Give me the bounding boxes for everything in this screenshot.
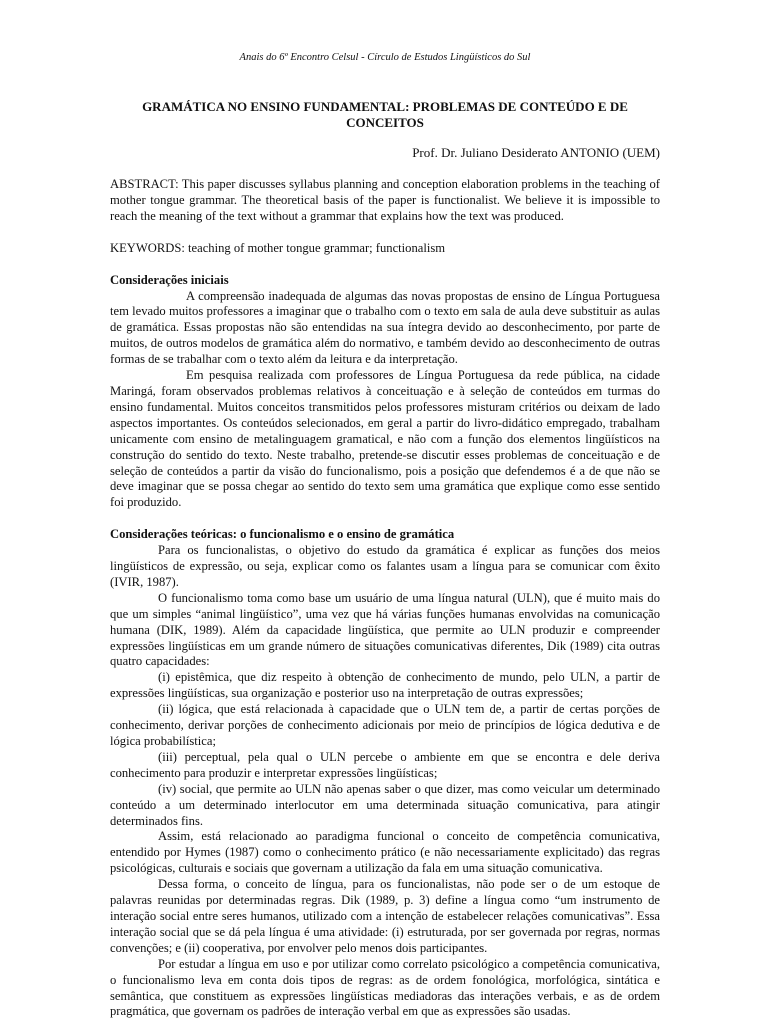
body-paragraph: Dessa forma, o conceito de língua, para os funcionalistas, não pode ser o de um estoque de palavras reunidas por determinadas regras. Dik (1989, p. 3) define a língua como “um instrumento de interação social entre seres humanos, utilizado com a intenção de estabelecer relações comunicativas”. Essa interação social que se dá pela língua é uma atividade: (i) estruturada, por ser governada por regras, normas convenções; e (ii) cooperativa, por envolver pelo menos dois participantes. bbox=[110, 877, 660, 955]
paper-title: GRAMÁTICA NO ENSINO FUNDAMENTAL: PROBLEMAS DE CONTEÚDO E DE CONCEITOS bbox=[142, 99, 628, 130]
author-line: Prof. Dr. Juliano Desiderato ANTONIO (UEM) bbox=[412, 145, 660, 160]
body-paragraph: Em pesquisa realizada com professores de Língua Portuguesa da rede pública, na cidade Maringá, foram observados problemas relativos à conceituação e à seleção de conteúdos em turmas do ensino fundamental. Muitos conceitos transmitidos pelos professores misturam critérios ou deixam de lado aspectos importantes. Os conteúdos selecionados, em geral a partir do livro-didático empregado, trabalham unicamente com ensino de metalinguagem gramatical, e não com a função dos elementos lingüísticos na construção do sentido do texto. Neste trabalho, pretende-se discutir esses problemas de conceituação e de seleção de conteúdos a partir da visão do funcionalismo, pois a posição que defendemos é a de que não se deve imaginar que se possa chegar ao sentido do texto sem uma gramática que explique como esse sentido foi produzido. bbox=[110, 368, 660, 510]
body-paragraph: Para os funcionalistas, o objetivo do estudo da gramática é explicar as funções dos meios lingüísticos de expressão, ou seja, explicar como os falantes usam a língua para se comunicar com êxito (IVIR, 1987). bbox=[110, 543, 660, 589]
body-paragraph: O funcionalismo toma como base um usuário de uma língua natural (ULN), que é muito mais do que um simples “animal lingüístico”, uma vez que há várias funções humanas envolvidas na comunicação humana (DIK, 1989). Além da capacidade lingüística, que permite ao ULN produzir e compreender expressões lingüísticas em um grande número de situações comunicativas diferentes, Dik (1989) cita outras quatro capacidades: bbox=[110, 590, 660, 669]
list-item-logic: (ii) lógica, que está relacionada à capacidade que o ULN tem de, a partir de certas porções de conhecimento, derivar porções de conhecimento adicionais por meio de princípios de lógica dedutiva e de lógica probabilística; bbox=[110, 702, 660, 748]
list-item-perceptual: (iii) perceptual, pela qual o ULN percebe o ambiente em que se encontra e dele deriva conhecimento para produzir e interpretar expressões lingüísticas; bbox=[110, 749, 660, 780]
list-item-social: (iv) social, que permite ao ULN não apenas saber o que dizer, mas como veicular um determinado conteúdo a um determinado interlocutor em uma determinada situação comunicativa, para atingir determinados fins. bbox=[110, 781, 660, 828]
body-paragraph: Assim, está relacionado ao paradigma funcional o conceito de competência comunicativa, entendido por Hymes (1987) como o conhecimento prático (e não necessariamente explicitado) das regras psicológicas, culturais e sociais que governam a utilização da fala em uma situação comunicativa. bbox=[110, 829, 660, 876]
running-head: Anais do 6º Encontro Celsul - Círculo de Estudos Lingüísticos do Sul bbox=[239, 52, 531, 63]
body-paragraph: Por estudar a língua em uso e por utilizar como correlato psicológico a competência comunicativa, o funcionalismo leva em conta dois tipos de regras: as de ordem fonológica, morfológica, sintática e semântica, que constituem as expressões lingüísticas mediadoras das interações verbais, e as de ordem pragmática, que governam os padrões de interação verbal em que as expressões são usadas. bbox=[110, 956, 660, 1019]
body-paragraph: A compreensão inadequada de algumas das novas propostas de ensino de Língua Portuguesa tem levado muitos professores a imaginar que o trabalho com o texto em sala de aula deve substituir as aulas de gramática. Essas propostas não são entendidas na sua íntegra devido ao desconhecimento, por parte de muitos, de outros modelos de gramática além do normativo, e também devido ao desconhecimento de outras formas de se trabalhar com o texto além da leitura e da interpretação. bbox=[110, 288, 660, 367]
section-heading-theory: Considerações teóricas: o funcionalismo e o ensino de gramática bbox=[110, 527, 455, 542]
abstract: ABSTRACT: This paper discusses syllabus planning and conception elaboration problems in the teaching of mother tongue grammar. The theoretical basis of the paper is functionalist. We believe it is impossible to reach the meaning of the text without a grammar that explains how the text was produced. bbox=[110, 177, 660, 223]
section-heading-initial: Considerações iniciais bbox=[110, 272, 229, 287]
keywords: KEYWORDS: teaching of mother tongue grammar; functionalism bbox=[110, 240, 446, 255]
list-item-epistemic: (i) epistêmica, que diz respeito à obtenção de conhecimento de mundo, pelo ULN, a partir de expressões lingüísticas, sua organização e posterior uso na interpretação de outras expressões; bbox=[110, 670, 660, 701]
